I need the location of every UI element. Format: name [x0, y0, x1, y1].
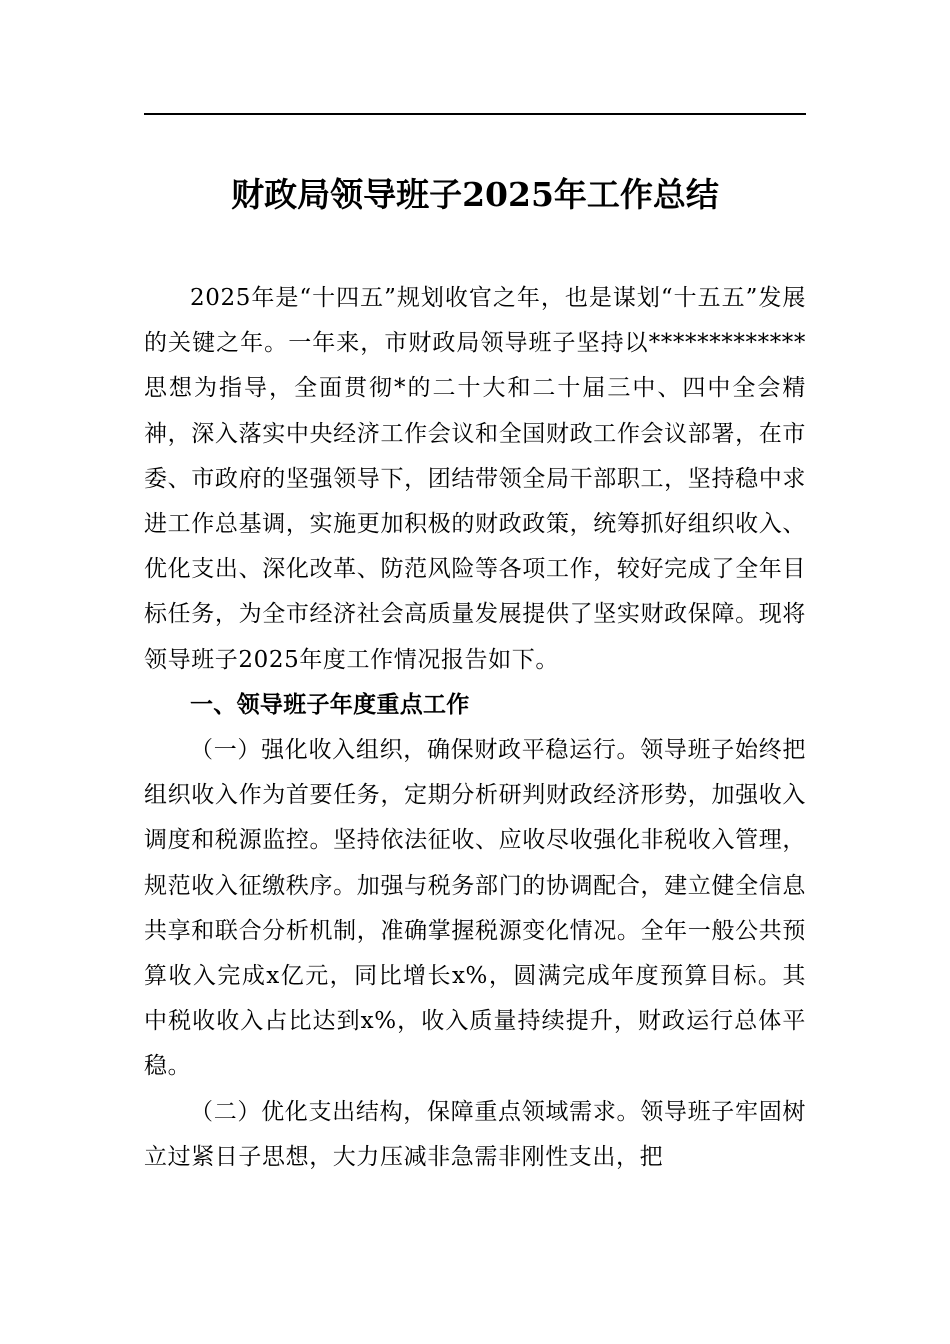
item-paragraph-1: （一）强化收入组织，确保财政平稳运行。领导班子始终把组织收入作为首要任务，定期分析研判财政经济形势，加强收入调度和税源监控。坚持依法征收、应收尽收强化非税收入管理，规范收入征缴秩序。加强与税务部门的协调配合，建立健全信息共享和联合分析机制，准确掌握税源变化情况。全年一般公共预算收入完成x亿元，同比增长x%，圆满完成年度预算目标。其中税收收入占比达到x%，收入质量持续提升，财政运行总体平稳。 — [144, 737, 806, 1080]
document-title: 财政局领导班子2025年工作总结 — [231, 175, 719, 214]
item-paragraph-2: （二）优化支出结构，保障重点领域需求。领导班子牢固树立过紧日子思想，大力压减非急需非刚性支出，把 — [144, 1098, 806, 1170]
section-heading: 一、领导班子年度重点工作 — [190, 691, 470, 718]
intro-paragraph: 2025年是“十四五”规划收官之年，也是谋划“十五五”发展的关键之年。一年来，市财政局领导班子坚持以*************思想为指导，全面贯彻*的二十大和二十届三中、四中全会精神，深入落实中央经济工作会议和全国财政工作会议部署，在市委、市政府的坚强领导下，团结带领全局干部职工，坚持稳中求进工作总基调，实施更加积极的财政政策，统筹抓好组织收入、优化支出、深化改革、防范风险等各项工作，较好完成了全年目标任务，为全市经济社会高质量发展提供了坚实财政保障。现将领导班子2025年度工作情况报告如下。 — [144, 285, 806, 673]
document-body — [144, 276, 806, 1180]
header-rule — [144, 113, 806, 115]
